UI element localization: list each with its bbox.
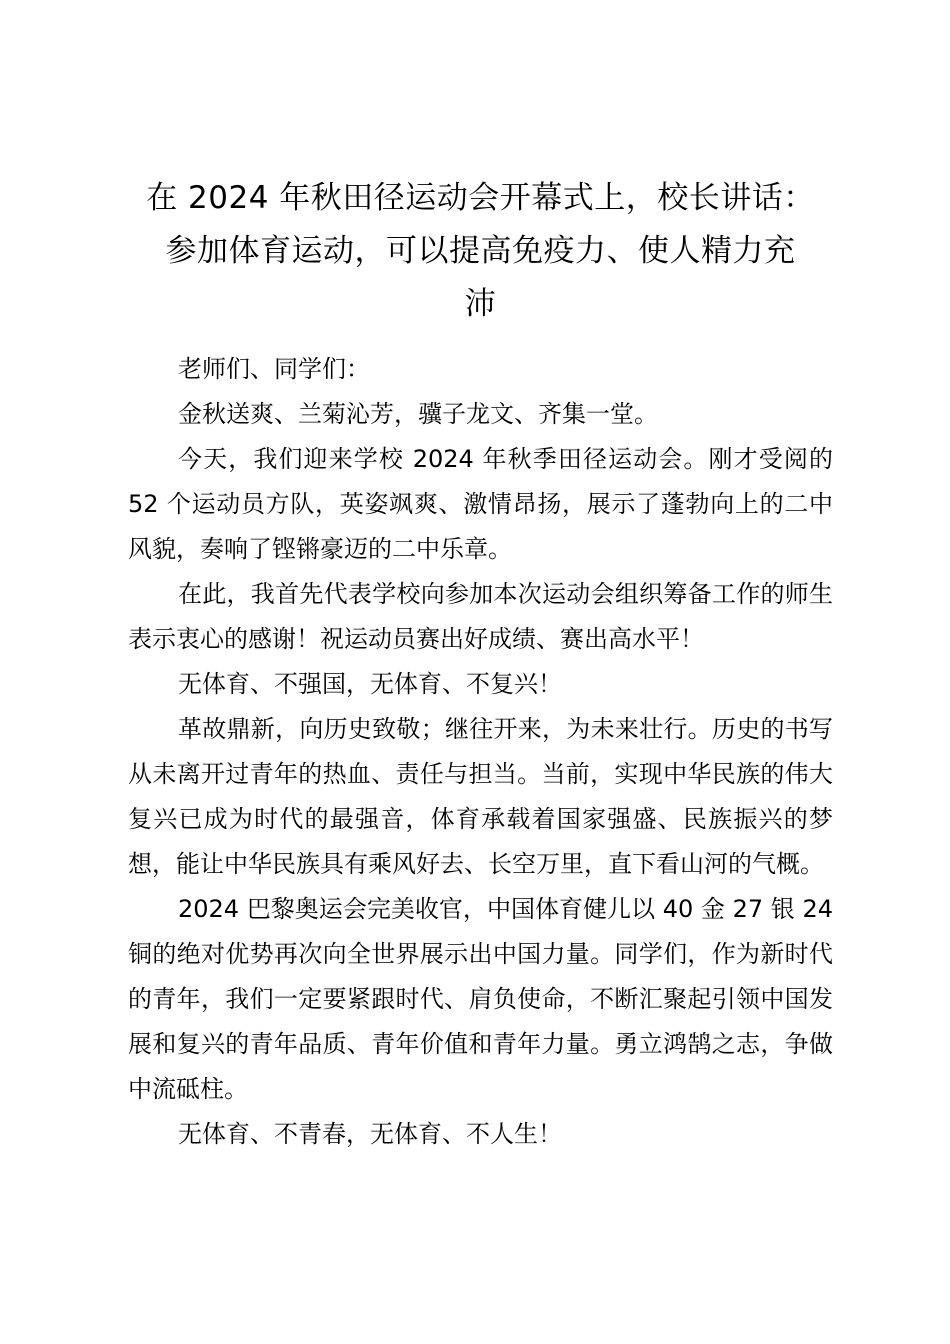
paragraph-5: 革故鼎新，向历史致敬；继往开来，为未来壮行。历史的书写从未离开过青年的热血、责任与担当。当前，实现中华民族的伟大复兴已成为时代的最强音，体育承载着国家强盛、民族振兴的梦想，能让中华民族具有乘风好去、长空万里，直下看山河的气概。 [128,715,833,878]
paragraph-2: 今天，我们迎来学校 2024 年秋季田径运动会。刚才受阅的 52 个运动员方队，英姿飒爽、激情昂扬，展示了蓬勃向上的二中风貌，奏响了铿锵豪迈的二中乐章。 [128,445,833,563]
paragraph-7: 无体育、不青春，无体育、不人生！ [178,1120,562,1148]
title-line-1: 在 2024 年秋田径运动会开幕式上，校长讲话： [146,180,815,216]
document-title [128,172,833,331]
paragraph-6: 2024 巴黎奥运会完美收官，中国体育健儿以 40 金 27 银 24 铜的绝对优势再次向全世界展示出中国力量。同学们，作为新时代的青年，我们一定要紧跟时代、肩负使命，不断汇聚起引领中国发展和复兴的青年品质、青年价值和青年力量。勇立鸿鹄之志，争做中流砥柱。 [128,895,833,1103]
document-page [128,172,833,1157]
paragraph-1: 金秋送爽、兰菊沁芳，骥子龙文、齐集一堂。 [178,400,658,428]
salutation: 老师们、同学们： [178,355,370,383]
paragraph-4: 无体育、不强国，无体育、不复兴！ [178,670,562,698]
title-line-2: 参加体育运动，可以提高免疫力、使人精力充 [165,233,796,269]
paragraph-3: 在此，我首先代表学校向参加本次运动会组织筹备工作的师生表示衷心的感谢！祝运动员赛出好成绩、赛出高水平！ [128,580,833,653]
title-line-3: 沛 [464,286,497,322]
